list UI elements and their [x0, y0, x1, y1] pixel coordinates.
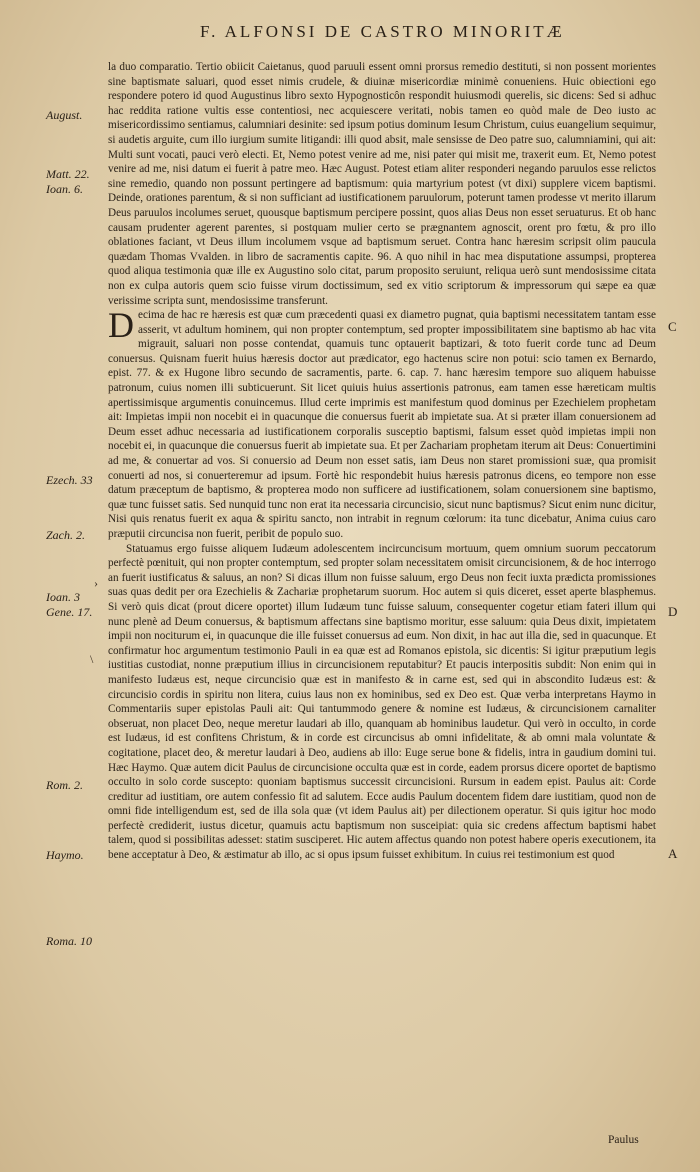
running-header: F. ALFONSI DE CASTRO MINORITÆ [200, 22, 565, 41]
margin-note-matt: Matt. 22. [46, 167, 90, 181]
margin-note-zach: Zach. 2. [46, 528, 85, 542]
paragraph-2 [108, 305, 656, 542]
side-letter-a: A [668, 846, 678, 861]
margin-note-haymo: Haymo. [46, 848, 84, 862]
margin-note-ioan-3: Ioan. 3 [46, 590, 80, 604]
paragraph-3: Statuamus ergo fuisse aliquem Iudæum adolescentem incircuncisum mortuum, quem omnium suorum peccatorum perfectè pœnituit, qui non propter contemptum, sed propter solam necessitatem omisit circuncisionem, & de hoc interrogo an fuerit iustificatus & saluus, an non? Si dicas illum non fuisse saluum, ergo Deus non fecit iuxta prædicta promissiones suas quas dedit per ora Ezechielis & Zachariæ prophetarum suorum. Hoc autem si quis diceret, esset aperte blasphemus. Si verò quis dicat (prout dicere oportet) illum Iudæum tunc fuisse saluum, consequenter cogetur etiam fateri illum qui nunc plenè ad Deum conuersus, & baptismum affectans sine baptismo moritur, esse saluum: quia Deus dixit, impietatem impii non nociturum ei, in quacunque die ille fuisset conuersus ad eum. Non dixit, in hac aut illa die, sed in quacunque. Et confirmatur hoc argumentum testimonio Pauli in ea quæ est ad Romanos epistola, sic dicentis: Si igitur præputium legis iustitias custodiat, nonne præputium illius in circuncisionem reputabitur? Et paucis interpositis subdit: Non enim qui in manifesto Iudæus est, neque circuncisio quæ est in manifesto & in carne est, sed qui in abscondito Iudæus est: & circuncisio cordis in spiritu non litera, cuius laus non ex hominibus, sed ex Deo est. Quæ verba interpretans Haymo in Commentariis super epistolas Pauli ait: Qui tantummodo genere & nomine est Iudæus, & circuncisionem carnaliter obseruat, non placet Deo, neque meretur laudari ab illo, quanquam ab hominibus laudetur. Qui verò in occulto, in corde est Iudæus, id est confitens Christum, & in corde est circuncisus ab omni infidelitate, & ab omni mala voluntate & cogitatione, placet deo, & meretur laudari à Deo, audiens ab illo: Euge serue bone & fidelis, intra in gaudium domini tui. Hæc Haymo. Quæ autem dicit Paulus de circuncisione occulta quæ est in corde, eadem prorsus dicere oportet de baptismo occulto in solo corde suscepto: quoniam baptismus successit circuncisioni. Rursum in eadem epist. Paulus ait: Corde creditur ad iustitiam, ore autem confessio fit ad salutem. Ecce audis Paulum docentem fidem dare iustitiam, quod non de omni fide intelligendum est, sed de illa sola quæ (vt idem Paulus ait) per dilectionem operatur. Si quis igitur hoc modo perfectè crediderit, iustus dicetur, quamuis actu baptismum non susceipiat: quia sic credens affectum baptismi habet talem, quod si possibilitas adesset: statim susciperet. Hic autem affectus quando non potest habere operis executionem, ita bene acceptatur à Deo, & æstimatur ab illo, ac si opus ipsum fuisset exhibitum. In cuius rei testimonium est quod [108, 542, 656, 862]
margin-note-ioan-6: Ioan. 6. [46, 182, 83, 196]
catchword: Paulus [608, 1134, 639, 1146]
margin-note-august: August. [46, 108, 83, 122]
margin-note-gene: Gene. 17. [46, 605, 93, 619]
side-letter-c: C [668, 319, 677, 334]
margin-note-ezech: Ezech. 33 [46, 473, 93, 487]
drop-cap: D [108, 305, 134, 346]
paragraph-1: la duo comparatio. Tertio obiicit Caietanus, quod paruuli essent omni prorsus remedio destituti, si non possent morientes sine baptismate saluari, quod esset nimis crudele, & diuinæ misericordiæ minimè conueniens. Huic obiectioni ego respondere potero id quod Augustinus libro sexto Hypognosticôn respondit huiusmodi querelis, sic dicens: Sed si adhuc hac reddita ratione vultis esse contentiosi, nec acquiescere veritati, nobis tamen eo quòd male de Deo iusto ac misericordissimo sentiamus, calumniari desinite: sed ipsum potius dominum Iesum Christum, cuius euangelium sequimur, si audetis arguite, cum illo iurgium sumite litigandi: illi quod absit, male sensisse de Deo patre suo, calumniamini, qui ait: Multi sunt vocati, pauci verò electi. Et, Nemo potest venire ad me, nisi pater qui misit me, traxerit eum. Et, Nemo potest venire ad me, nisi datum ei fuerit à patre meo. Hæc August. Potest etiam aliter responderi negando paruulos esse relictos sine remedio, quando non possunt pertingere ad baptismum: quia martyrium potest (vt dixi) supplere vicem baptismi. Deinde, orationes parentum, & si non sufficiant ad iustificationem paruulorum, poterunt tamen prodesse vt merito illarum Deus paruulos incolumes seruet, quousque baptismum percipere possint, quos alias Deus non esset seruaturus. Et ob hanc causam prudenter agerent parentes, si postquam mulier certo se prægnantem agnoscit, orent pro fœtu, & pro illo oblationes faciant, vt Deus illum incolumem vsque ad baptismum seruet. Contra hanc hæresim scripsit olim paucula quædam Thomas Vvalden. in libro de sacramentis capite. 96. A quo nihil in hac mea disputatione assumpsi, propterea quod aliqua testimonia quæ ille ex Augustino solo citat, parum proposito seruiunt, reliqua uerò sunt mendosissime citata non ex culpa autoris quem scio fuisse virum doctissimum, sed ex vitio scriptorum & impressorum qui sæpe ea quæ verissime scripta sunt, mendosissime transferunt. [108, 61, 656, 307]
margin-note-rom-2: Rom. 2. [46, 778, 83, 792]
margin-mark: › [94, 576, 98, 590]
margin-mark: \ [90, 652, 94, 666]
body-text [108, 60, 656, 863]
paragraph-2-text: ecima de hac re hæresis est quæ cum præcedenti quasi ex diametro pugnat, quia baptismi necessitatem tantam esse asserit, vt adultum hominem, qui non propter contemptum, sed propter impossibilitatem sine baptismo ab hac vita migrauit, saluari non posse contendat, quamuis tunc optauerit baptizari, & toto fuerit corde tunc ad Deum conuersus. Quisnam fuerit huius hæresis doctor aut prædicator, ego hactenus scire non potui: scio tamen ex Bernardo, epist. 77. & ex Hugone libro secundo de sacramentis, parte. 6. cap. 7. hanc hæresim tempore suo aliquem habuisse patronum, cuius nomen illi subticuerunt. Sit licet quiuis huius assertionis patronus, eam tamen esse hæreticam multis apertissimisque argumentis conuincemus. Illud certe imprimis est manifestum quod dominus per Ezechielem prophetam ait: Impietas impii non nocebit ei in quacunque die conuersus fuerit ab impietate sua. At si præter illam conuersionem ad Deum esset adhuc necessaria ad iustificationem corporalis susceptio baptismi, falsum esset quòd impietas impii non nocebit ei, in quacunque die conuersus fuerit ab impietate sua. Et per Zachariam prophetam iterum ait Deus: Conuertimini ad me, & conuertar ad vos. Si conuersio ad Deum non esset satis, iam Deus non staret promissioni suæ, qua promisit conuerti ad nos, si conuerteremur ad ipsum. Fortè hic respondebit huius hæresis patronus dicens, eo tempore non esse datum præceptum de baptismo, & propterea modo non sufficere ad iustificationem, solam conuersionem sine baptismo, quæ tunc fuisset satis. Sed nunquid tunc non erat ita necessaria circuncisio, sicut nunc baptismus? Sicut enim nunc dicitur, Nisi quis renatus fuerit ex aqua & spiritu sancto, non intrabit in regnum cœlorum: ita tunc dicebatur, Anima cuius caro præputii circuncisa non fuerit, peribit de populo suo. [108, 309, 656, 540]
margin-note-roma-10: Roma. 10 [46, 934, 92, 948]
side-letter-d: D [668, 604, 678, 619]
